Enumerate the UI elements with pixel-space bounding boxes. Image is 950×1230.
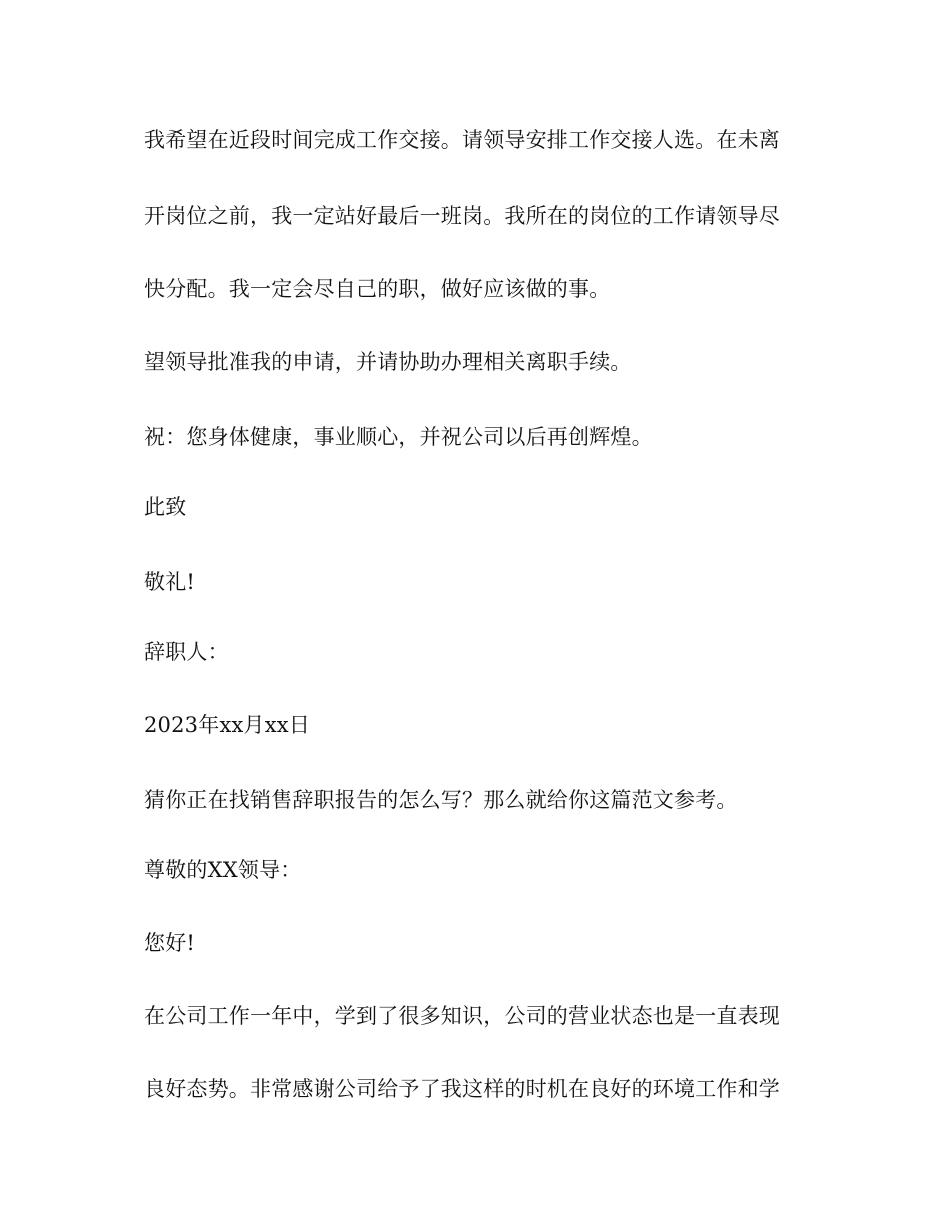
blessing-line: 祝：您身体健康，事业顺心，并祝公司以后再创辉煌。 xyxy=(144,425,653,449)
paragraph-line: 在公司工作一年中，学到了很多知识，公司的营业状态也是一直表现 xyxy=(144,1004,780,1028)
salutation-line: 敬礼! xyxy=(144,570,196,594)
paragraph-line: 望领导批准我的申请，并请协助办理相关离职手续。 xyxy=(144,350,632,374)
intro-line: 猜你正在找销售辞职报告的怎么写？那么就给你这篇范文参考。 xyxy=(144,788,738,812)
addressee-line: 尊敬的XX领导： xyxy=(144,858,302,882)
paragraph-line: 我希望在近段时间完成工作交接。请领导安排工作交接人选。在未离 xyxy=(144,128,780,152)
paragraph-line: 快分配。我一定会尽自己的职，做好应该做的事。 xyxy=(144,277,611,301)
greeting-line: 您好! xyxy=(144,931,196,955)
paragraph-line: 开岗位之前，我一定站好最后一班岗。我所在的岗位的工作请领导尽 xyxy=(144,204,780,228)
date-line: 2023年xx月xx日 xyxy=(144,713,311,737)
signer-line: 辞职人： xyxy=(144,640,229,664)
closing-line: 此致 xyxy=(144,495,187,519)
paragraph-line: 良好态势。非常感谢公司给予了我这样的时机在良好的环境工作和学 xyxy=(144,1077,780,1101)
